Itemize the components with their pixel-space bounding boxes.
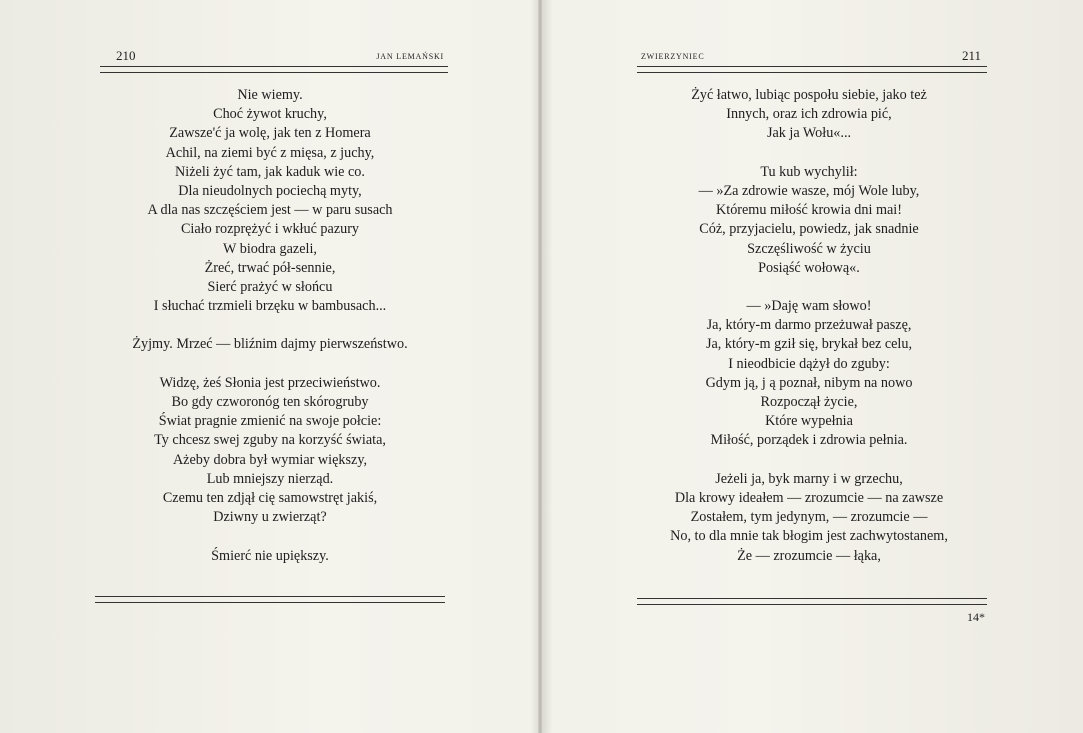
poem-line: No, to dla mnie tak błogim jest zachwytostanem, xyxy=(670,528,948,545)
footer-rule-right xyxy=(637,598,987,605)
stanza-break xyxy=(95,527,445,546)
poem-line: Zawsze'ć ja wolę, jak ten z Homera xyxy=(169,125,371,142)
poem-line: Żyć łatwo, lubiąc pospołu siebie, jako też xyxy=(691,87,927,103)
poem-line: Lub mniejszy nierząd. xyxy=(206,470,334,487)
poem-line: Posiąść wołową«. xyxy=(758,259,860,276)
page-number-left: 210 xyxy=(116,48,136,63)
poem-line: Dziwny u zwierząt? xyxy=(213,509,327,526)
stanza-break xyxy=(624,144,994,163)
poem-line: Ja, który-m darmo przeżuwał paszę, xyxy=(706,317,912,334)
poem-line: A dla nas szczęściem jest — w paru susach xyxy=(147,202,393,219)
poem-line: I słuchać trzmieli brzęku w bambusach... xyxy=(153,298,387,315)
poem-line: Bo gdy czworonóg ten skórogruby xyxy=(171,394,369,410)
left-page xyxy=(0,0,538,733)
running-head-right: ZWIERZYNIEC xyxy=(641,52,705,61)
right-page xyxy=(542,0,1083,733)
poem-line: Któremu miłość krowia dni mai! xyxy=(716,202,902,219)
running-head-left: JAN LEMAŃSKI xyxy=(376,52,444,61)
poem-text-left xyxy=(95,86,445,566)
poem-line: Ja, który-m gził się, brykał bez celu, xyxy=(705,336,913,353)
poem-line: Żyjmy. Mrzeć — bliźnim dajmy pierwszeństwo. xyxy=(132,336,408,353)
stanza-break xyxy=(624,451,994,470)
poem-line: Ty chcesz swej zguby na korzyść świata, xyxy=(154,432,386,449)
poem-line: Cóż, przyjacielu, powiedz, jak snadnie xyxy=(699,221,919,238)
stanza-break xyxy=(95,316,445,335)
footer-rule-left xyxy=(95,596,445,603)
right-page-header xyxy=(637,48,987,66)
poem-line: Ciało rozprężyć i wkłuć pazury xyxy=(180,221,360,238)
poem-line: — »Za zdrowie wasze, mój Wole luby, xyxy=(698,182,920,199)
poem-line: Nie wiemy. xyxy=(237,87,303,103)
poem-line: Które wypełnia xyxy=(765,413,853,430)
poem-line: Tu kub wychylił: xyxy=(760,163,858,180)
left-page-header xyxy=(100,48,448,66)
poem-line: Widzę, żeś Słonia jest przeciwieństwo. xyxy=(159,374,381,391)
stanza-break xyxy=(95,355,445,374)
poem-line: Żreć, trwać pół-sennie, xyxy=(204,259,336,276)
header-rule-left xyxy=(100,66,448,73)
signature-mark: 14* xyxy=(967,610,985,624)
poem-line: Szczęśliwość w życiu xyxy=(747,240,871,257)
page-number-right: 211 xyxy=(961,48,981,63)
poem-line: Innych, oraz ich zdrowia pić, xyxy=(726,106,892,123)
poem-line: Że — zrozumcie — łąka, xyxy=(737,547,881,564)
poem-line: Zostałem, tym jedynym, — zrozumcie — xyxy=(690,509,928,526)
poem-line: Rozpoczął życie, xyxy=(760,394,858,410)
poem-line: Achil, na ziemi być z mięsa, z juchy, xyxy=(165,144,375,161)
poem-line: Jeżeli ja, byk marny i w grzechu, xyxy=(715,470,903,487)
poem-line: Czemu ten zdjął cię samowstręt jakiś, xyxy=(162,489,378,506)
poem-line: W biodra gazeli, xyxy=(223,240,317,257)
poem-line: Choć żywot kruchy, xyxy=(213,106,327,123)
poem-line: Dla krowy ideałem — zrozumcie — na zawsze xyxy=(674,489,944,506)
poem-line: Jak ja Wołu«... xyxy=(766,125,852,142)
poem-line: Dla nieudolnych pociechą myty, xyxy=(178,182,362,199)
poem-line: Gdym ją, j ą poznał, nibym na nowo xyxy=(705,374,913,391)
stanza-break xyxy=(624,278,994,297)
header-rule-right xyxy=(637,66,987,73)
poem-line: Miłość, porządek i zdrowia pełnia. xyxy=(710,432,908,449)
poem-line: I nieodbicie dążył do zguby: xyxy=(728,355,890,372)
poem-text-right xyxy=(624,86,994,566)
poem-line: — »Daję wam słowo! xyxy=(746,298,872,315)
poem-line: Ażeby dobra był wymiar większy, xyxy=(172,451,368,468)
poem-line: Świat pragnie zmienić na swoje połcie: xyxy=(158,413,382,430)
poem-line: Sierć prażyć w słońcu xyxy=(207,278,333,295)
poem-line: Niżeli żyć tam, jak kaduk wie co. xyxy=(175,163,365,180)
poem-line: Śmierć nie upiększy. xyxy=(211,547,329,564)
